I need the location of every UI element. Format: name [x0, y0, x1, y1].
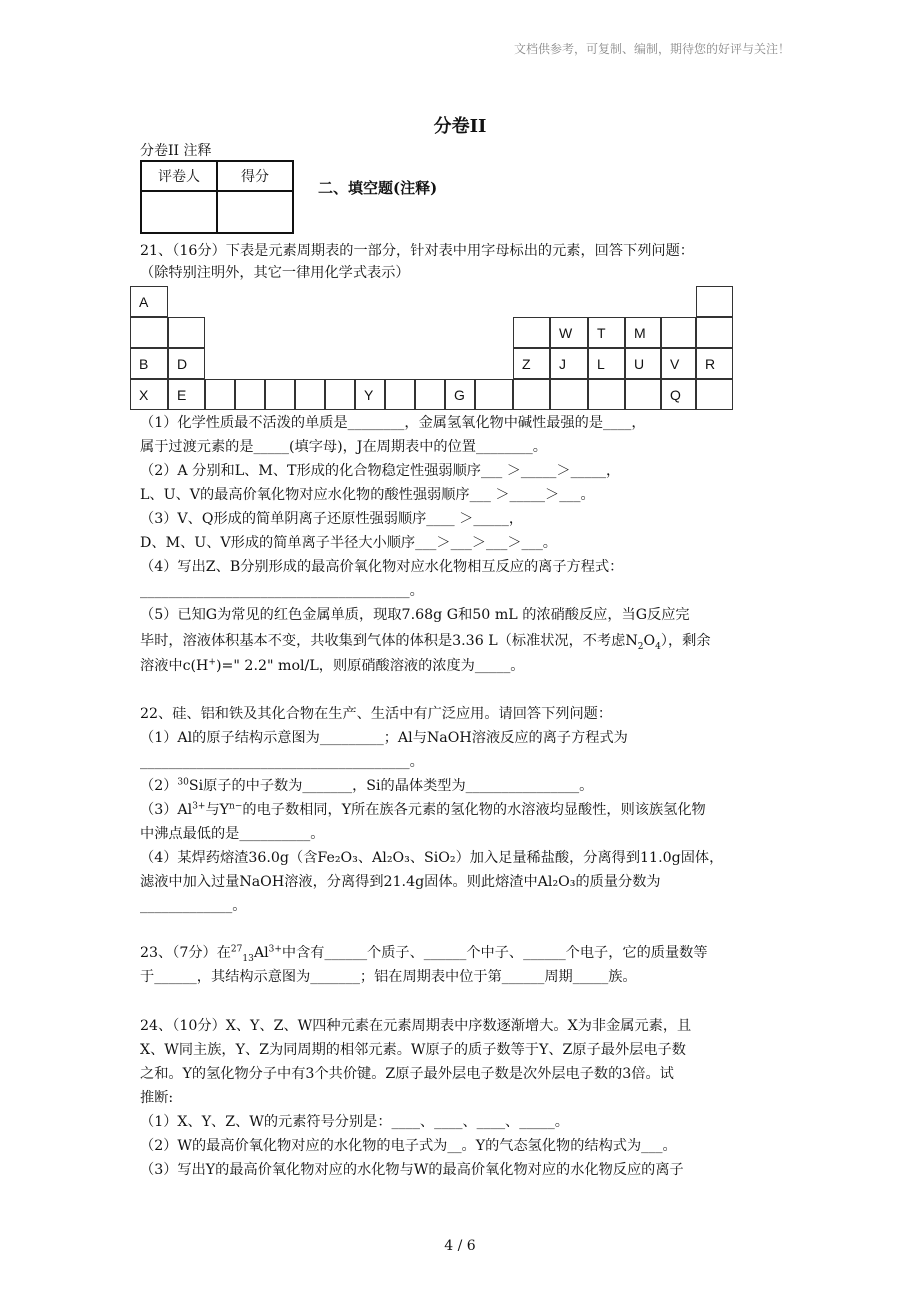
score-col-grader: 评卷人	[141, 161, 217, 191]
pt-cell-Q: Q	[661, 379, 696, 410]
pt-cell-empty	[235, 379, 265, 410]
pt-cell-empty	[588, 379, 625, 410]
q22-4c: _____________。	[140, 898, 247, 914]
q21-1b: 属于过渡元素的是_____(填字母)，J在周期表中的位置________。	[140, 439, 547, 455]
q22-2: $(2)^{30}Si$原子的中子数为_______，Si的晶体类型为________________。	[140, 777, 594, 794]
page-number: 4 / 6	[444, 1238, 476, 1254]
q21-2b: L、U、V的最高价氧化物对应水化物的酸性强弱顺序___ ＞_____＞___。	[140, 487, 595, 503]
pt-cell-empty	[325, 379, 355, 410]
q22-line-1: 22、硅、铝和铁及其化合物在生产、生活中有广泛应用。请回答下列问题：	[140, 706, 613, 722]
q24-1: （1）X、Y、Z、W的元素符号分别是：____、____、____、_____。	[140, 1114, 569, 1130]
q24-3: （3）写出Y的最高价氧化物对应的水化物与W的最高价氧化物对应的水化物反应的离子	[140, 1162, 684, 1178]
pt-cell-Z: Z	[513, 348, 550, 379]
q22-3b: 中沸点最低的是__________。	[140, 826, 325, 842]
pt-cell-empty	[625, 379, 661, 410]
pt-cell-empty	[513, 317, 550, 348]
q21-2a: （2）A 分别和L、M、T形成的化合物稳定性强弱顺序___ ＞_____＞_____，	[140, 463, 621, 479]
pt-cell-R: R	[696, 348, 733, 379]
pt-cell-empty	[513, 379, 550, 410]
q23-a: 23、（7分）在$^{27}_{13}Al^{3+}$中含有______个质子、______个中子、______个电子，它的质量数等	[140, 944, 708, 964]
q22-1a: （1）Al的原子结构示意图为_________；Al与NaOH溶液反应的离子方程式为	[140, 730, 628, 746]
q21-4b: ______________________________________。	[140, 583, 424, 599]
pt-cell-U: U	[625, 348, 661, 379]
pt-cell-M: M	[625, 317, 661, 348]
score-cell	[217, 191, 293, 233]
q23-b: 于______，其结构示意图为_______；铝在周期表中位于第______周期_____族。	[140, 969, 637, 985]
q21-3b: D、M、U、V形成的简单离子半径大小顺序___＞___＞___＞___。	[140, 535, 557, 551]
q21-1a: （1）化学性质最不活泼的单质是________，金属氢氧化物中碱性最强的是____，	[140, 415, 646, 431]
pt-cell-X: X	[130, 379, 168, 410]
header-note: 文档供参考，可复制、编制，期待您的好评与关注！	[513, 42, 790, 56]
q24-c: 之和。Y的氢化物分子中有3个共价键。Z原子最外层电子数是次外层电子数的3倍。试	[140, 1066, 674, 1082]
pt-cell-empty	[696, 317, 733, 348]
pt-cell-A: A	[130, 286, 168, 317]
page-title: 分卷II	[433, 116, 487, 137]
pt-cell-empty	[696, 379, 733, 410]
pt-cell-L: L	[588, 348, 625, 379]
pt-cell-W: W	[550, 317, 588, 348]
pt-cell-E: E	[168, 379, 205, 410]
q24-2: （2）W的最高价氧化物对应的水化物的电子式为__。Y的气态氢化物的结构式为___。	[140, 1138, 677, 1154]
pt-cell-B: B	[130, 348, 168, 379]
score-col-score: 得分	[217, 161, 293, 191]
pt-cell-T: T	[588, 317, 625, 348]
pt-cell-Y: Y	[355, 379, 385, 410]
pt-cell-V: V	[661, 348, 696, 379]
q21-line-2: （除特别注明外，其它一律用化学式表示）	[140, 265, 410, 281]
pt-cell-empty	[550, 379, 588, 410]
pt-cell-G: G	[445, 379, 475, 410]
score-table	[140, 160, 294, 234]
q21-line-1: 21、（16分）下表是元素周期表的一部分，针对表中用字母标出的元素，回答下列问题：	[140, 243, 694, 259]
pt-cell-empty	[265, 379, 295, 410]
q21-5c: 溶液中c(H+)=" 2.2" mol/L，则原硝酸溶液的浓度为_____。	[140, 657, 525, 674]
q22-4b: 滤液中加入过量NaOH溶液，分离得到21.4g固体。则此熔渣中Al₂O₃的质量分数为	[140, 874, 661, 890]
q24-a: 24、（10分）X、Y、Z、W四种元素在元素周期表中序数逐渐增大。X为非金属元素，且	[140, 1018, 692, 1034]
q21-4a: （4）写出Z、B分别形成的最高价氧化物对应水化物相互反应的离子方程式：	[140, 559, 624, 575]
grader-cell	[141, 191, 217, 233]
q24-b: X、W同主族，Y、Z为同周期的相邻元素。W原子的质子数等于Y、Z原子最外层电子数	[140, 1042, 686, 1058]
subtitle: 分卷II 注释	[140, 143, 212, 159]
q22-3a: $(3)Al^{3+}$与$Y^{n-}$的电子数相同，Y所在族各元素的氢化物的水溶液均显酸性，则该族氢化物	[140, 801, 706, 818]
pt-cell-empty	[661, 317, 696, 348]
pt-cell-empty	[415, 379, 445, 410]
pt-cell-empty	[130, 317, 168, 348]
pt-cell-J: J	[550, 348, 588, 379]
q21-5a: （5）已知G为常见的红色金属单质，现取7.68g G和50 mL 的浓硝酸反应，当G反应完	[140, 607, 690, 623]
periodic-table	[130, 286, 733, 410]
q21-3a: （3）V、Q形成的简单阴离子还原性强弱顺序____ ＞_____，	[140, 511, 524, 527]
q21-5b: 毕时，溶液体积基本不变，共收集到气体的体积是3.36 L（标准状况，不考虑$N_2O_4$），剩余	[140, 633, 711, 652]
q24-d: 推断:	[140, 1090, 174, 1106]
pt-cell-empty	[295, 379, 325, 410]
pt-cell-empty	[385, 379, 415, 410]
pt-cell-empty	[475, 379, 513, 410]
q22-4a: （4）某焊药熔渣36.0g（含Fe₂O₃、Al₂O₃、SiO₂）加入足量稀盐酸，分离得到11.0g固体，	[140, 850, 724, 866]
section-title: 二、填空题(注释)	[318, 179, 438, 197]
pt-cell-empty	[168, 317, 205, 348]
pt-cell-empty	[205, 379, 235, 410]
q22-1b: ______________________________________。	[140, 754, 424, 770]
pt-cell-D: D	[168, 348, 205, 379]
pt-cell-empty	[696, 286, 733, 317]
